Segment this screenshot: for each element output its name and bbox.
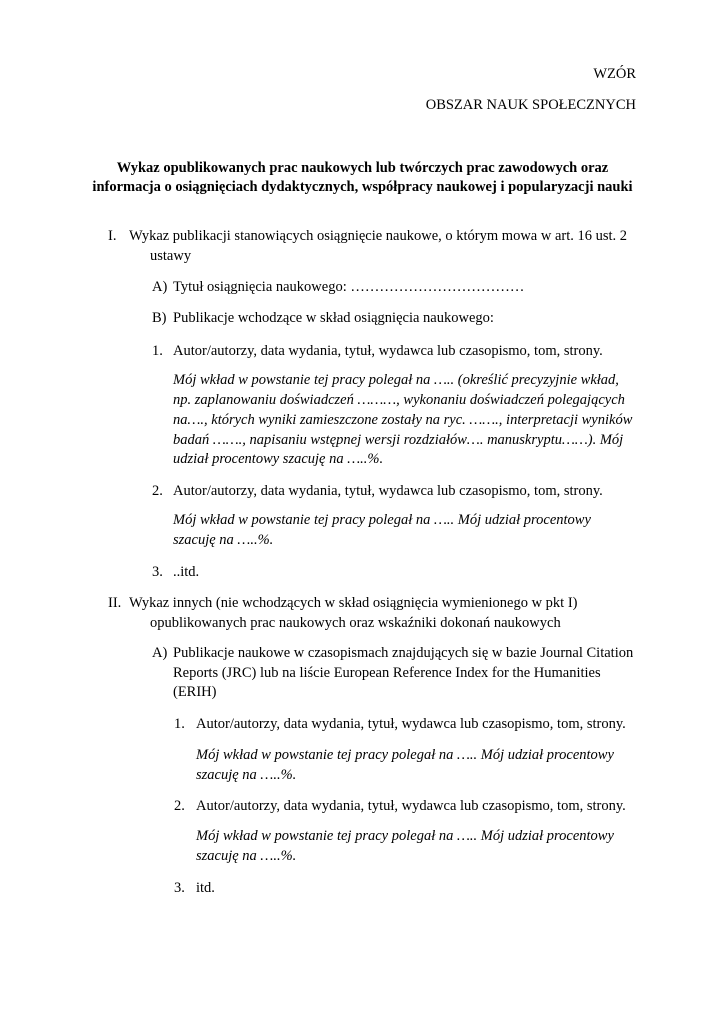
section-1-a-marker: A) — [152, 279, 168, 295]
section-2-item-1-note-line-1: Mój wkład w powstanie tej pracy polegał na ….. Mój udział procentowy — [196, 747, 614, 763]
section-2-item-2-note-line-2: szacuję na …..%. — [196, 848, 297, 864]
section-1-item-2-marker: 2. — [152, 483, 163, 499]
section-2-item-2-marker: 2. — [174, 798, 185, 814]
section-1-item-2-note-line-2: szacuję na …..%. — [173, 532, 274, 548]
document-title-line-1: Wykaz opublikowanych prac naukowych lub twórczych prac zawodowych oraz — [116, 160, 609, 176]
section-2-heading-line-1: Wykaz innych (nie wchodzących w skład osiągnięcia wymienionego w pkt I) — [129, 595, 578, 611]
section-1-item-1-note-line-2: np. zaplanowaniu doświadczeń ………, wykonaniu doświadczeń polegających — [173, 392, 625, 408]
section-1-item-1-note-line-4: badań ……., napisaniu wstępnej wersji rozdziałów…. manuskryptu……). Mój — [173, 432, 624, 448]
section-1-heading-line-2: ustawy — [150, 248, 192, 264]
section-2-a-line-3: (ERIH) — [173, 684, 217, 700]
section-1-b-text: Publikacje wchodzące w skład osiągnięcia naukowego: — [173, 310, 494, 326]
document-title-line-2: informacja o osiągnięciach dydaktycznych, współpracy naukowej i popularyzacji nauki — [92, 179, 633, 195]
section-1-b-marker: B) — [152, 310, 167, 326]
section-2-a-marker: A) — [152, 645, 168, 661]
section-2-item-2-note-line-1: Mój wkład w powstanie tej pracy polegał na ….. Mój udział procentowy — [196, 828, 614, 844]
section-1-item-1-note-line-1: Mój wkład w powstanie tej pracy polegał na ….. (określić precyzyjnie wkład, — [173, 372, 619, 388]
section-1-item-3-text: ..itd. — [173, 564, 200, 580]
section-2-item-3-text: itd. — [196, 880, 215, 896]
section-2-item-1-note-line-2: szacuję na …..%. — [196, 767, 297, 783]
section-2-a-line-1: Publikacje naukowe w czasopismach znajdujących się w bazie Journal Citation — [173, 645, 634, 661]
section-2-numeral: II. — [108, 595, 122, 611]
section-2-item-2-text: Autor/autorzy, data wydania, tytuł, wydawca lub czasopismo, tom, strony. — [196, 798, 626, 814]
science-area-label: OBSZAR NAUK SPOŁECZNYCH — [425, 97, 636, 113]
section-1-item-3-marker: 3. — [152, 564, 163, 580]
section-1-heading-line-1: Wykaz publikacji stanowiących osiągnięcie naukowe, o którym mowa w art. 16 ust. 2 — [129, 228, 628, 244]
achievement-title-field: Tytuł osiągnięcia naukowego: ……………………………… — [173, 279, 525, 295]
section-2-item-1-marker: 1. — [174, 716, 185, 732]
template-label: WZÓR — [593, 66, 636, 82]
section-1-item-1-note-line-3: na…., których wyniki zamieszczone zostały na ryc. ……., interpretacji wyników — [173, 412, 633, 428]
section-1-numeral: I. — [108, 228, 117, 244]
section-1-item-1-text: Autor/autorzy, data wydania, tytuł, wydawca lub czasopismo, tom, strony. — [173, 343, 603, 359]
section-2-a-line-2: Reports (JRC) lub na liście European Reference Index for the Humanities — [173, 665, 601, 681]
section-1-item-2-note-line-1: Mój wkład w powstanie tej pracy polegał na ….. Mój udział procentowy — [173, 512, 591, 528]
section-2-item-3-marker: 3. — [174, 880, 185, 896]
section-2-heading-line-2: opublikowanych prac naukowych oraz wskaźniki dokonań naukowych — [150, 615, 561, 631]
section-1-item-2-text: Autor/autorzy, data wydania, tytuł, wydawca lub czasopismo, tom, strony. — [173, 483, 603, 499]
section-1-item-1-marker: 1. — [152, 343, 163, 359]
section-2-item-1-text: Autor/autorzy, data wydania, tytuł, wydawca lub czasopismo, tom, strony. — [196, 716, 626, 732]
section-1-item-1-note-line-5: udział procentowy szacuję na …..%. — [173, 451, 384, 467]
